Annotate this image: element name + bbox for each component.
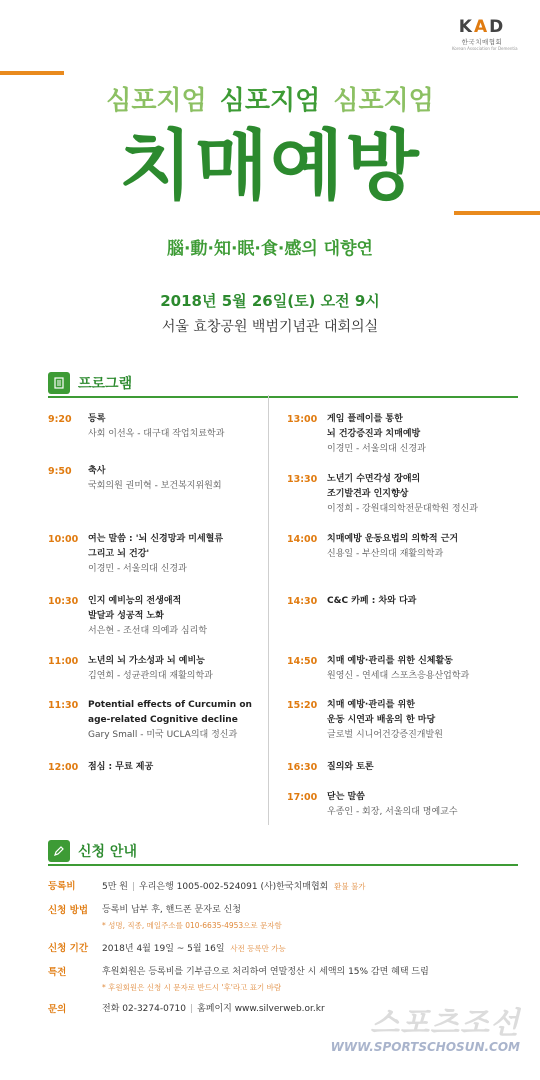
schedule-item [287, 760, 374, 775]
event-venue: 서울 효창공원 백범기념관 대회의실 [161, 319, 379, 335]
schedule-desc [327, 594, 416, 609]
method-note: * 성명, 직종, 메일주소를 010-6635-4953으로 문자함 [102, 921, 282, 930]
program-title: 프로그램 [78, 376, 133, 392]
session-speaker: 원영신 - 연세대 스포츠응용산업학과 [327, 671, 470, 681]
session-title: 등록 [88, 414, 106, 424]
schedule-time: 17:00 [287, 792, 318, 803]
schedule-item [48, 698, 252, 743]
kad-logo [452, 17, 518, 51]
schedule-item [287, 472, 478, 517]
apply-row-benefit [48, 965, 518, 995]
contact-label: 문의 [48, 1004, 67, 1015]
session-title: 질의와 토론 [327, 762, 374, 772]
fee-bank: 우리은행 1005-002-524091 (사)한국치매협회 [139, 882, 329, 892]
logo-tagline: Korean Association for Dementia [452, 46, 518, 51]
subtitle: 腦·動·知·眠·食·感의 대향연 [167, 239, 373, 259]
session-title: 여는 말씀 : '뇌 신경망과 미세혈류 [88, 534, 224, 544]
logo-name: 한국치매협회 [461, 38, 503, 46]
session-title: 닫는 말씀 [327, 792, 365, 802]
session-speaker: 이경민 - 서울의대 신경과 [88, 564, 187, 574]
session-speaker: 서은현 - 조선대 의예과 심리학 [88, 626, 208, 636]
schedule-desc [327, 472, 478, 517]
fee-body: 5만 원 | 우리은행 1005-002-524091 (사)한국치매협회 환불 불가 [102, 882, 366, 892]
schedule-item [287, 532, 458, 562]
program-rule [48, 396, 518, 398]
schedule-time: 15:20 [287, 700, 318, 711]
pencil-icon [48, 840, 70, 862]
schedule-time: 16:30 [287, 762, 318, 773]
main-title: 치매예방 [119, 121, 421, 210]
session-title: 노년의 뇌 가소성과 뇌 예비능 [88, 656, 205, 666]
schedule-time: 11:30 [48, 700, 79, 711]
session-title: 치매예방 운동요법의 의학적 근거 [327, 534, 459, 544]
session-title: 노년기 수면각성 장애의 [327, 474, 421, 484]
method-label: 신청 방법 [48, 905, 89, 916]
schedule-desc [88, 464, 222, 494]
method-text: 등록비 납부 후, 핸드폰 문자로 신청 [102, 905, 241, 915]
contact-phone: 전화 02-3274-0710 [102, 1004, 187, 1014]
session-title: 운동 시연과 배움의 한 마당 [327, 715, 436, 725]
schedule-desc [327, 698, 443, 743]
fee-note: 환불 불가 [334, 882, 366, 891]
apply-heading [48, 840, 137, 862]
schedule-desc [88, 760, 153, 775]
schedule-time: 9:50 [48, 466, 72, 477]
watermark-url: WWW.SPORTSCHOSUN.COM [330, 1040, 520, 1054]
schedule-item [48, 532, 223, 577]
schedule-desc [327, 532, 458, 562]
schedule-desc [327, 412, 426, 457]
symposium-word: 심포지엄 [333, 86, 434, 116]
schedule-desc [88, 698, 252, 743]
session-speaker: 신용일 - 부산의대 재활의학과 [327, 549, 444, 559]
schedule-time: 10:30 [48, 596, 79, 607]
session-title: 축사 [88, 466, 106, 476]
session-title: 치매 예방·관리를 위한 신체활동 [327, 656, 453, 666]
apply-row-contact: 문의 전화 02-3274-0710 | 홈페이지 www.silverweb.or.kr [48, 1004, 325, 1015]
period-note: 사전 등록만 가능 [230, 944, 286, 953]
schedule-desc [327, 654, 469, 684]
schedule-item [48, 412, 224, 442]
event-date: 2018년 5월 26일(토) 오전 9시 [160, 292, 380, 310]
schedule-item [48, 654, 213, 684]
period-text: 2018년 4월 19일 ~ 5월 16일 [102, 944, 225, 954]
schedule-item [48, 594, 207, 639]
schedule-time: 11:00 [48, 656, 79, 667]
schedule-item [287, 654, 469, 684]
session-speaker: 이경민 - 서울의대 신경과 [327, 444, 426, 454]
program-heading [48, 372, 132, 394]
benefit-note: * 후원회원은 신청 시 문자로 반드시 '후'라고 표기 바람 [102, 983, 282, 992]
session-title: C&C 카페 : 차와 다과 [327, 596, 417, 606]
schedule-time: 10:00 [48, 534, 79, 545]
schedule-item [48, 760, 153, 775]
schedule-time: 14:30 [287, 596, 318, 607]
logo-mark: KAD [458, 17, 506, 37]
symposium-row [0, 80, 540, 117]
session-title: 뇌 건강증진과 치매예방 [327, 429, 421, 439]
accent-bar-left [0, 71, 64, 75]
apply-row-period [48, 941, 518, 957]
apply-row-method [48, 903, 518, 933]
schedule-desc [88, 594, 207, 639]
period-label: 신청 기간 [48, 943, 89, 954]
schedule-item [287, 790, 458, 820]
schedule-time: 9:20 [48, 414, 72, 425]
schedule-desc [88, 412, 224, 442]
symposium-word: 심포지엄 [219, 86, 321, 116]
schedule-desc [88, 532, 223, 577]
session-speaker: 국회의원 권미혁 - 보건복지위원회 [88, 481, 222, 491]
schedule-item [48, 464, 222, 494]
schedule-time: 14:50 [287, 656, 318, 667]
watermark-brand: 스포츠조선 [370, 1006, 520, 1041]
session-speaker: 우종인 - 회장, 서울의대 명예교수 [327, 807, 458, 817]
schedule-time: 14:00 [287, 534, 318, 545]
contact-website[interactable]: 홈페이지 www.silverweb.or.kr [197, 1004, 325, 1014]
session-title: age-related Cognitive decline [88, 715, 238, 725]
apply-title: 신청 안내 [78, 844, 137, 860]
session-speaker: 사회 이선옥 - 대구대 작업치료학과 [88, 429, 225, 439]
session-title: Potential effects of Curcumin on [88, 700, 252, 710]
schedule-item [287, 698, 443, 743]
session-title: 치매 예방·관리를 위한 [327, 700, 415, 710]
session-speaker: 글로벌 시니어건강증진개발원 [327, 730, 443, 740]
benefit-text: 후원회원은 등록비를 기부금으로 처리하여 연말정산 시 세액의 15% 감면 혜택 드림 [102, 967, 429, 977]
session-speaker: 김연희 - 성균관의대 재활의학과 [88, 671, 213, 681]
column-divider [268, 395, 269, 825]
session-title: 게임 플레이를 통한 [327, 414, 403, 424]
schedule-time: 12:00 [48, 762, 79, 773]
schedule-desc [88, 654, 213, 684]
document-icon [48, 372, 70, 394]
schedule-time: 13:30 [287, 474, 318, 485]
session-speaker: Gary Small - 미국 UCLA의대 정신과 [88, 730, 238, 740]
fee-label: 등록비 [48, 881, 76, 892]
benefit-label: 특전 [48, 967, 67, 978]
session-speaker: 이정희 - 강원대의학전문대학원 정신과 [327, 504, 478, 514]
session-title: 인지 예비능의 전생애적 [88, 596, 182, 606]
session-title: 조기발견과 인지향상 [327, 489, 409, 499]
session-title: 그리고 뇌 건강' [88, 549, 150, 559]
fee-amount: 5만 원 [102, 882, 128, 892]
apply-rule [48, 864, 518, 866]
schedule-item [287, 412, 426, 457]
schedule-time: 13:00 [287, 414, 318, 425]
schedule-item [287, 594, 416, 609]
session-title: 발달과 성공적 노화 [88, 611, 164, 621]
watermark [331, 1008, 520, 1054]
apply-row-fee [48, 879, 518, 895]
schedule-desc [327, 790, 458, 820]
session-title: 점심 : 무료 제공 [88, 762, 154, 772]
symposium-word: 심포지엄 [106, 86, 207, 116]
schedule-desc [327, 760, 374, 775]
